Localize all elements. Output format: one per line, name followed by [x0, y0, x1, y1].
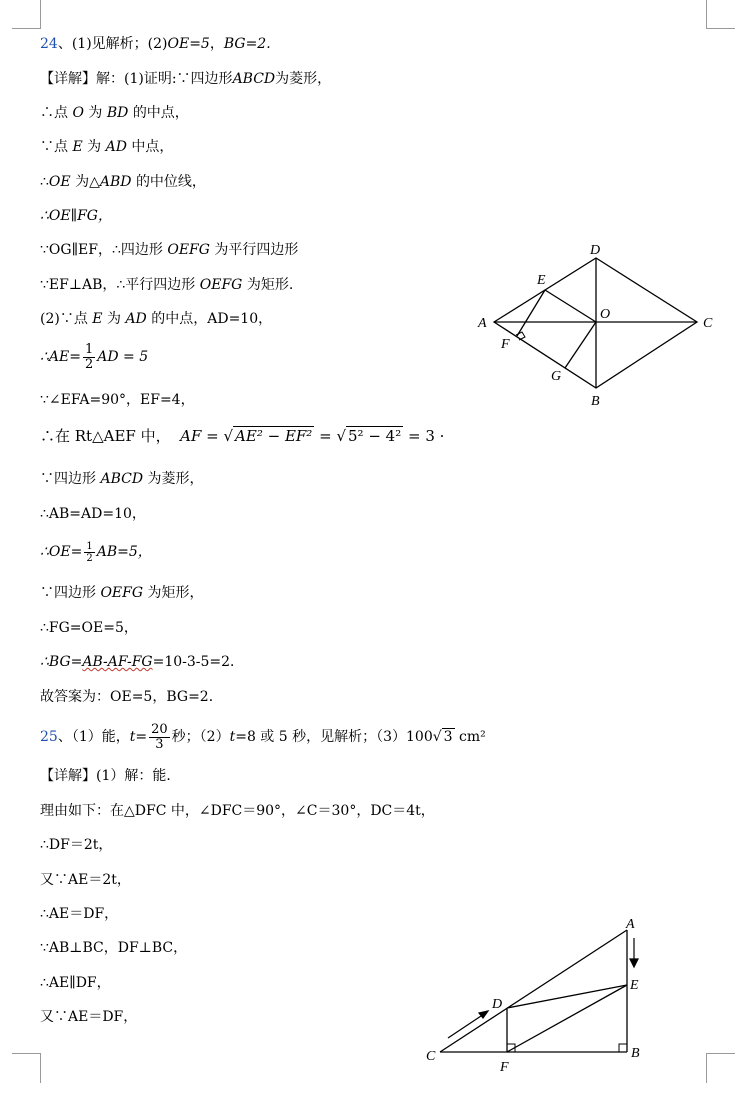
q25-line-1: 【详解】(1）解：能．	[40, 768, 181, 784]
q25-triangle-figure	[420, 914, 660, 1074]
q25-line-3: ∴DF＝2t，	[40, 837, 113, 853]
q25-line-5: ∴AE＝DF，	[40, 906, 119, 922]
q24-line-1: 【详解】解：(1)证明:∵四边形ABCD为菱形，	[40, 71, 332, 87]
label-f: F	[501, 337, 510, 352]
label-b: B	[591, 394, 600, 409]
q24-line-9: ∴AE= $\frac{1}{2}$ AD = 5	[40, 341, 149, 372]
fraction-twenty-thirds: $\frac{20}{3}$	[151, 721, 168, 752]
label-d: D	[590, 243, 601, 258]
label-e: E	[537, 273, 546, 288]
q24-line-5: ∴OE∥FG，	[40, 208, 112, 224]
crop-mark-top-left-v	[40, 0, 41, 28]
q25-line-8: 又∵AE＝DF，	[40, 1009, 138, 1025]
crop-mark-bottom-right-h	[706, 1053, 735, 1054]
crop-mark-top-left-h	[12, 28, 41, 29]
q24-line-15: ∵四边形 OEFG 为矩形，	[40, 585, 204, 601]
label-o: O	[600, 307, 611, 322]
q24-line-10: ∵∠EFA=90°，EF=4，	[40, 392, 195, 408]
label-b: B	[631, 1046, 640, 1061]
label-a: A	[478, 316, 487, 331]
segment-fe	[507, 985, 627, 1052]
q24-line-16: ∴FG=OE=5，	[40, 620, 138, 636]
label-g: G	[551, 369, 562, 384]
q24-line-8: (2)∵点 E 为 AD 的中点，AD=10，	[40, 311, 273, 327]
segment-ef	[517, 290, 545, 336]
q25-line-7: ∴AE∥DF，	[40, 975, 111, 991]
label-e: E	[630, 978, 639, 993]
q25-answer-line: 25、（1）能，t= $\frac{20}{3}$ 秒；（2）t=8 或 5 秒，见解析；（3）100√ 3 cm²	[40, 721, 486, 752]
segment-oe	[545, 290, 596, 322]
q25-line-4: 又∵AE＝2t，	[40, 872, 131, 888]
q24-line-18: 故答案为：OE=5，BG=2．	[40, 689, 223, 705]
label-c: C	[703, 316, 713, 331]
q24-line-4: ∴OE 为△ABD 的中位线，	[40, 174, 206, 190]
q24-line-2: ∴点 O 为 BD 的中点，	[40, 105, 189, 121]
label-d: D	[492, 997, 503, 1012]
crop-mark-bottom-left-h	[12, 1053, 41, 1054]
label-f: F	[500, 1060, 509, 1074]
segment-og	[565, 322, 596, 368]
q25-line-2: 理由如下：在△DFC 中，∠DFC＝90°，∠C＝30°，DC＝4t，	[40, 803, 435, 819]
q24-line-6: ∵OG∥EF，∴四边形 OEFG 为平行四边形	[40, 242, 299, 258]
q24-line-14: ∴OE= $\frac{1}{2}$ AB=5，	[40, 540, 152, 564]
q24-line-13: ∴AB=AD=10，	[40, 506, 146, 522]
label-a: A	[626, 917, 635, 932]
q25-number: 25	[40, 729, 58, 745]
q24-line-11: ∴在 Rt△AEF 中， AF = √ AE² − EF² = √ 5² − 4² = 3 ·	[40, 427, 445, 445]
q24-line-7: ∵EF⊥AB，∴平行四边形 OEFG 为矩形.	[40, 277, 294, 293]
fraction-half: $\frac{1}{2}$	[84, 341, 94, 372]
q24-line-3: ∵点 E 为 AD 中点，	[40, 139, 174, 155]
q24-answer-line: 24、(1)见解析；(2)OE=5，BG=2.	[40, 36, 271, 52]
crop-mark-top-right-h	[706, 28, 735, 29]
q24-line-12: ∵四边形 ABCD 为菱形，	[40, 471, 204, 487]
right-angle-mark-b	[619, 1044, 627, 1052]
q24-number: 24	[40, 36, 58, 52]
fraction-half-small: $\frac{1}{2}$	[86, 540, 93, 564]
q24-line-17: ∴BG=AB-AF-FG=10-3-5=2．	[40, 654, 245, 670]
label-c: C	[426, 1049, 436, 1064]
arrow-a-to-e	[630, 938, 638, 967]
crop-mark-top-right-v	[706, 0, 707, 28]
crop-mark-bottom-left-v	[40, 1053, 41, 1083]
crop-mark-bottom-right-v	[706, 1053, 707, 1083]
q25-line-6: ∵AB⊥BC，DF⊥BC，	[40, 940, 188, 956]
q24-rhombus-figure	[472, 240, 732, 415]
